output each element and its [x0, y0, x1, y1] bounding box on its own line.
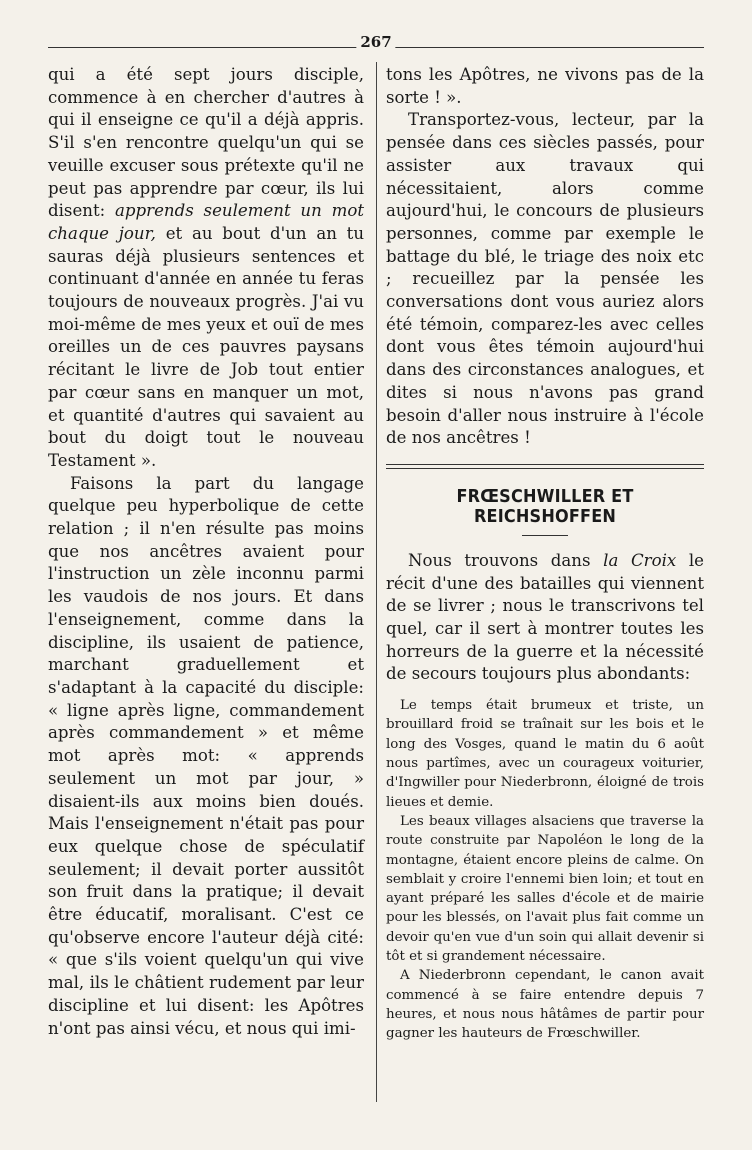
intro-text-b: le récit d'une des batailles qui viennent de se livrer ; nous le transcrivons tel quel, car il sert à montrer toutes les horreurs de la guerre et la nécessité de secours toujours plus abondants:	[386, 550, 704, 684]
page-number: 267	[356, 33, 395, 51]
quote-paragraph-2: Les beaux villages alsaciens que traverse la route construite par Napoléon le long de la montagne, étaient encore pleins de calme. On semblait y croire l'ennemi bien loin; et tout en ayant préparé les salles d'école et de mairie pour les blessés, on l'avait plus fait comme un devoir qu'en vue d'un soin qui allait devenir si tôt et si grandement nécessaire.	[386, 813, 704, 965]
title-underline	[522, 535, 568, 536]
left-column	[48, 64, 364, 1040]
left-p1-text-a: qui a été sept jours disciple, commence à en chercher d'autres à qui il enseigne ce qu'il a déjà appris. S'il s'en rencontre quelqu'un qui se veuille excuser sous prétexte qu'il ne peut pas apprendre par cœur, ils lui disent:	[48, 65, 364, 221]
right-paragraph-2: Transportez-vous, lecteur, par la pensée dans ces siècles passés, pour assister aux travaux qui nécessitaient, alors comme aujourd'hui, le concours de plusieurs personnes, comme par exemple le battage du blé, le triage des noix etc ; recueillez par la pensée les conversations dont vous auriez alors été témoin, comparez-les avec celles dont vous êtes témoin aujourd'hui dans des circonstances analogues, et dites si nous n'avons pas grand besoin d'aller nous instruire à l'école de nos ancêtres !	[386, 110, 704, 448]
intro-text-a: Nous trouvons dans	[408, 550, 604, 570]
left-p1-emphasis: apprends seulement un mot chaque jour,	[48, 201, 364, 243]
quoted-account	[386, 696, 704, 1043]
left-p1-text-b: et au bout d'un an tu sauras déjà plusieurs sentences et continuant d'année en année tu feras toujours de nouveaux progrès. J'ai vu moi-même de mes yeux et ouï de mes oreilles un de ces pauvres paysans récitant le livre de Job tout entier par cœur sans en manquer un mot, et quantité d'autres qui savaient au bout du doigt tout le nouveau Testament ».	[48, 223, 364, 470]
right-paragraph-1: tons les Apôtres, ne vivons pas de la sorte ! ».	[386, 65, 704, 107]
column-divider	[376, 62, 377, 1102]
quote-paragraph-3: A Niederbronn cependant, le canon avait commencé à se faire entendre depuis 7 heures, et nous nous hâtâmes de partir pour gagner les hauteurs de Frœschwiller.	[386, 968, 704, 1042]
section-title: FRŒSCHWILLER ET REICHSHOFFEN	[456, 486, 634, 527]
left-paragraph-2: Faisons la part du langage quelque peu hyperbolique de cette relation ; il n'en résulte pas moins que nos ancêtres avaient pour l'instruction un zèle inconnu parmi les vaudois de nos jours. Et dans l'enseignement, comme dans la discipline, ils usaient de patience, marchant graduellement et s'adaptant à la capacité du disciple: « ligne après ligne, commandement après commandement » et même mot après mot: « apprends seulement un mot par jour, » disaient-ils aux moins bien doués. Mais l'enseignement n'était pas pour eux quelque chose de spéculatif seulement; il devait porter aussitôt son fruit dans la pratique; il devait être éducatif, moralisant. C'est ce qu'observe encore l'auteur déjà cité: « que s'ils voient quelqu'un qui vive mal, ils le châtient rudement par leur discipline et lui disent: les Apôtres n'ont pas ainsi vécu, et nous qui imi-	[48, 473, 364, 1038]
section-separator	[386, 464, 704, 469]
intro-emphasis: la Croix	[603, 550, 677, 570]
quote-paragraph-1: Le temps était brumeux et triste, un brouillard froid se traînait sur les bois et le long des Vosges, quand le matin du 6 août nous partîmes, avec un courageux voiturier, d'Ingwiller pour Niederbronn, éloigné de trois lieues et demie.	[386, 698, 704, 810]
page-header	[48, 33, 704, 53]
intro-paragraph	[386, 550, 704, 686]
right-column	[386, 64, 704, 1044]
left-paragraph-1	[48, 64, 364, 473]
